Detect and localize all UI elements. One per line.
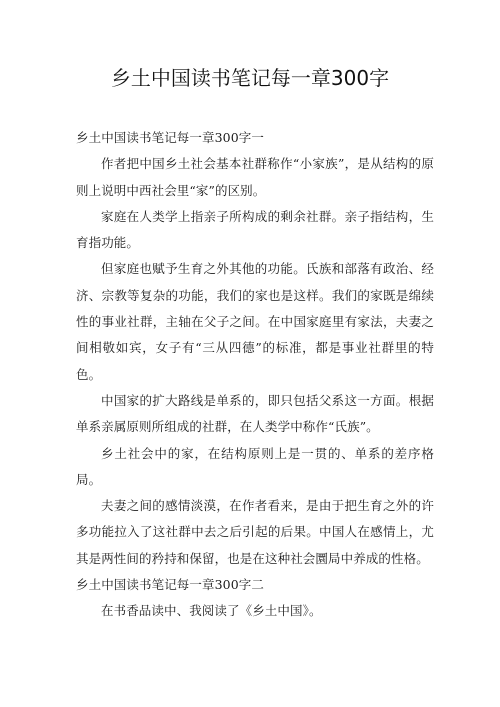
paragraph: 中国家的扩大路线是单系的，即只包括父系这一方面。根据单系亲属原则所组成的社群，在人类学中称作“氏族”。 [76, 392, 434, 435]
paragraph: 家庭在人类学上指亲子所构成的剩余社群。亲子指结构，生育指功能。 [76, 208, 434, 251]
paragraph: 乡土社会中的家，在结构原则上是一贯的、单系的差序格局。 [76, 445, 434, 487]
paragraph: 作者把中国乡土社会基本社群称作“小家族”，是从结构的原则上说明中西社会里“家”的区别。 [76, 156, 434, 198]
paragraph: 在书香品读中、我阅读了《乡土中国》。 [101, 603, 322, 619]
paragraph-section-heading-1: 乡土中国读书笔记每一章300字一 [76, 130, 264, 145]
document-title: 乡土中国读书笔记每一章300字 [110, 66, 390, 90]
paragraph: 夫妻之间的感情淡漠，在作者看来，是由于把生育之外的许多功能拉入了这社群中去之后引起的后果。中国人在感情上，尤其是两性间的矜持和保留，也是在这种社会圜局中养成的性格。 [76, 498, 434, 566]
document-body [76, 125, 434, 625]
paragraph: 但家庭也赋予生育之外其他的功能。氏族和部落有政治、经济、宗教等复杂的功能，我们的家也是这样。我们的家既是绵续性的事业社群，主轴在父子之间。在中国家庭里有家法，夫妻之间相敬如宾，女子有“三从四德”的标准，都是事业社群里的特色。 [76, 261, 434, 382]
paragraph-section-heading-2: 乡土中国读书笔记每一章300字二 [76, 577, 264, 593]
